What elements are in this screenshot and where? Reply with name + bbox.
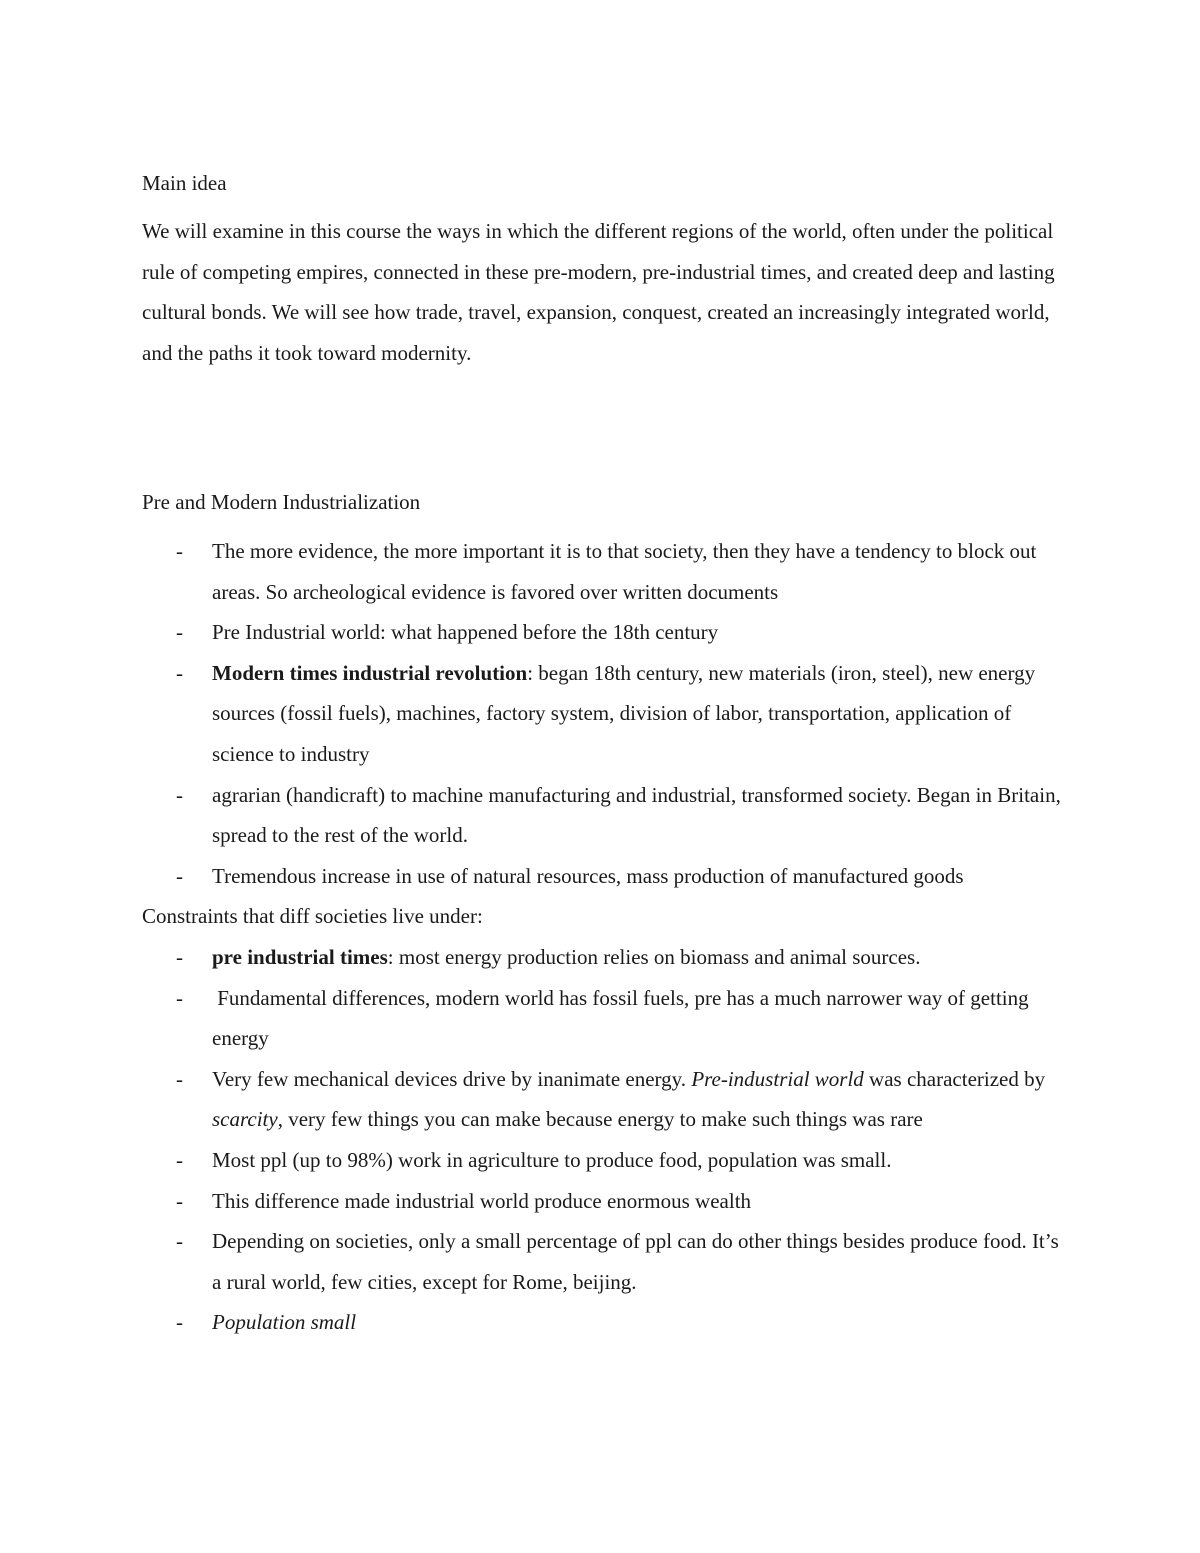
- list-item: [142, 1140, 1072, 1181]
- bullet-dash: -: [176, 1310, 183, 1335]
- bullet-text: agrarian (handicraft) to machine manufacturing and industrial, transformed society. Began in Britain, spread to the rest of the world.: [212, 782, 1061, 848]
- bullet-dash: -: [176, 660, 183, 685]
- section-heading: Pre and Modern Industrialization: [142, 490, 421, 514]
- bullet-text: This difference made industrial world produce enormous wealth: [212, 1188, 752, 1213]
- main-idea-heading: Main idea: [142, 171, 227, 195]
- bullet-dash: -: [176, 620, 183, 645]
- bullet-bold-term: Modern times industrial revolution: [212, 660, 528, 685]
- bullet-text: The more evidence, the more important it is to that society, then they have a tendency to block out areas. So archeological evidence is favored over written documents: [212, 539, 1037, 604]
- list-item: [142, 1221, 1072, 1302]
- list-item: [142, 775, 1072, 856]
- bullet-dash: -: [176, 782, 183, 807]
- list-item: [142, 653, 1072, 775]
- list-item: [142, 856, 1072, 897]
- list-item: [142, 1302, 1072, 1343]
- constraints-heading: Constraints that diff societies live under:: [142, 904, 483, 929]
- bullet-italic-term: Population small: [212, 1310, 357, 1335]
- bullet-text: , very few things you can make because energy to make such things was rare: [277, 1107, 923, 1132]
- bullet-text: Tremendous increase in use of natural resources, mass production of manufactured goods: [212, 863, 964, 888]
- bullet-text: : most energy production relies on biomass and animal sources.: [387, 944, 921, 969]
- bullet-text: Depending on societies, only a small percentage of ppl can do other things besides produce food. It’s a rural world, few cities, except for Rome, beijing.: [212, 1229, 1059, 1294]
- bullet-text: Fundamental differences, modern world has fossil fuels, pre has a much narrower way of getting energy: [212, 985, 1034, 1051]
- list-item: [142, 531, 1072, 612]
- bullet-text: was characterized by: [863, 1066, 1046, 1091]
- bullet-italic-term: Pre-industrial world: [691, 1066, 864, 1091]
- bullet-list-industrialization: [142, 531, 1082, 1343]
- bullet-text: Most ppl (up to 98%) work in agriculture to produce food, population was small.: [212, 1147, 892, 1172]
- bullet-dash: -: [176, 1229, 183, 1254]
- bullet-text: : began 18th century, new materials (iron, steel), new energy sources (fossil fuels), machines, factory system, division of labor, transportation, application of science to industry: [212, 660, 1036, 766]
- list-item: [142, 978, 1072, 1059]
- bullet-italic-term: scarcity: [212, 1107, 278, 1132]
- bullet-dash: -: [176, 1188, 183, 1213]
- list-item: [142, 937, 1072, 978]
- list-item: [142, 1181, 1072, 1222]
- bullet-dash: -: [176, 1147, 183, 1172]
- bullet-dash: -: [176, 863, 183, 888]
- bullet-text: Very few mechanical devices drive by inanimate energy.: [212, 1066, 692, 1091]
- bullet-text: Pre Industrial world: what happened before the 18th century: [212, 620, 719, 645]
- bullet-bold-term: pre industrial times: [212, 944, 388, 969]
- bullet-dash: -: [176, 985, 183, 1010]
- list-item: [142, 1059, 1072, 1140]
- list-item: [142, 612, 1072, 653]
- bullet-dash: -: [176, 944, 183, 969]
- main-idea-paragraph: We will examine in this course the ways in which the different regions of the world, often under the political rule of competing empires, connected in these pre-modern, pre-industrial times, and created deep and lasting cultural bonds. We will see how trade, travel, expansion, conquest, created an increasingly integrated world, and the paths it took toward modernity.: [142, 219, 1055, 366]
- bullet-dash: -: [176, 539, 183, 563]
- bullet-dash: -: [176, 1066, 183, 1091]
